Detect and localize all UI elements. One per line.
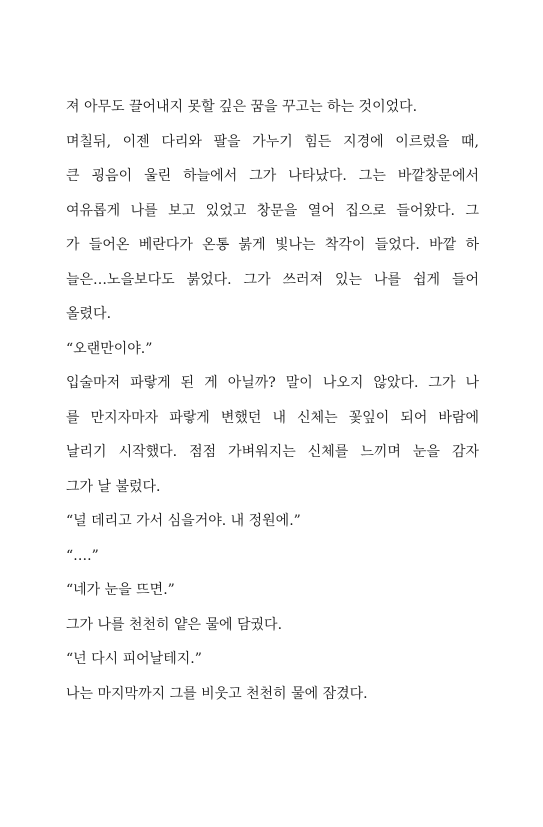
text-line-9: 입술마저 파랗게 된 게 아닐까? 말이 나오지 않았다. 그가 나 [66, 375, 479, 391]
text-line-6: 늘은…노을보다도 붉었다. 그가 쓰러져 있는 나를 쉽게 들어 [66, 271, 479, 288]
text-line-4: 여유롭게 나를 보고 있었고 창문을 열어 집으로 들어왔다. 그 [66, 202, 479, 219]
text-line-3: 큰 굉음이 울린 하늘에서 그가 나타났다. 그는 바깥창문에서 [66, 168, 479, 184]
text-line-10: 를 만지자마자 파랗게 변했던 내 신체는 꽃잎이 되어 바람에 [66, 409, 479, 426]
text-line-5: 가 들어온 베란다가 온통 붉게 빛나는 착각이 들었다. 바깥 하 [66, 237, 479, 253]
story-text [66, 90, 479, 711]
dialogue-line-5: “넌 다시 피어날테지.” [66, 651, 202, 667]
text-line-12: 그가 날 불렀다. [66, 478, 161, 495]
dialogue-line-2: “널 데리고 가서 심을거야. 내 정원에.” [66, 513, 301, 529]
text-line-7: 올렸다. [66, 306, 112, 322]
text-line-11: 날리기 시작했다. 점점 가벼워지는 신체를 느끼며 눈을 감자 [66, 444, 479, 460]
dialogue-line-3: “….” [66, 547, 99, 564]
text-line-2: 며칠뒤, 이젠 다리와 팔을 가누기 힘든 지경에 이르렀을 때, [66, 133, 479, 150]
dialogue-line-1: “오랜만이야.” [66, 340, 153, 357]
text-line-1: 져 아무도 끌어내지 못할 깊은 꿈을 꾸고는 하는 것이었다. [66, 99, 418, 115]
text-line-16: 그가 나를 천천히 얕은 물에 담궜다. [66, 616, 283, 633]
dialogue-line-4: “네가 눈을 뜨면.” [66, 582, 175, 598]
text-line-18: 나는 마지막까지 그를 비웃고 천천히 물에 잠겼다. [66, 685, 368, 702]
